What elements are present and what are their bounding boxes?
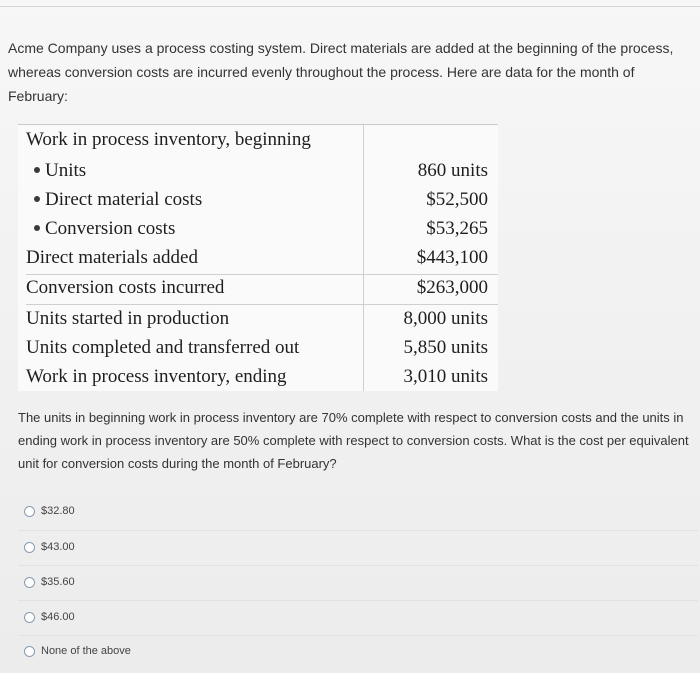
problem-intro: Acme Company uses a process costing system. Direct materials are added at the beginning of the process, whereas conversion costs are incurred evenly throughout the process. Here are data for the month of February: [8,40,674,104]
answer-option-4[interactable] [24,606,75,628]
radio-icon[interactable] [24,577,35,588]
option-label[interactable]: None of the above [41,645,131,657]
table-row [18,335,498,364]
table-row [18,364,498,393]
option-divider [18,600,698,601]
table-row [18,216,498,245]
row-label: Work in process inventory, ending [26,366,287,387]
data-table [18,124,498,391]
answer-option-5[interactable] [24,640,131,662]
table-row [18,245,498,274]
row-label: Direct material costs [45,189,203,210]
row-value: $52,500 [426,189,488,210]
row-label: Units completed and transferred out [26,337,300,358]
row-label: Conversion costs incurred [26,277,225,298]
row-label: Units started in production [26,308,230,329]
row-value: 860 units [417,160,488,181]
table-row [18,187,498,216]
option-label[interactable]: $46.00 [41,611,75,623]
radio-icon[interactable] [24,542,35,553]
table-row [18,306,498,335]
row-label: Conversion costs [45,218,176,239]
option-divider [18,565,698,566]
question-text: The units in beginning work in process inventory are 70% complete with respect to conversion costs and the units in ending work in process inventory are 50% complete with respect to conversion costs. What is the cost per equivalent unit for conversion costs during the month of February? [18,410,689,471]
radio-icon[interactable] [24,506,35,517]
bullet-icon [34,167,40,173]
radio-icon[interactable] [24,646,35,657]
row-value: $443,100 [416,247,488,268]
top-divider [0,6,700,7]
option-label[interactable]: $35.60 [41,576,75,588]
bullet-icon [34,196,40,202]
row-divider [26,304,498,305]
row-value: 5,850 units [403,337,488,358]
option-label[interactable]: $32.80 [41,505,75,517]
option-divider [18,530,698,531]
row-value: $53,265 [426,218,488,239]
option-divider [18,635,698,636]
row-label: Units [45,160,87,181]
radio-icon[interactable] [24,612,35,623]
row-value: 3,010 units [403,366,488,387]
row-value: 8,000 units [403,308,488,329]
answer-option-3[interactable] [24,571,75,593]
row-label: Work in process inventory, beginning [26,129,311,150]
table-row [18,158,498,187]
bullet-icon [34,225,40,231]
answer-option-1[interactable] [24,500,75,522]
answer-option-2[interactable] [24,536,75,558]
row-label: Direct materials added [26,247,198,268]
option-label[interactable]: $43.00 [41,541,75,553]
row-value: $263,000 [416,277,488,298]
table-row [18,275,498,304]
table-row [18,127,498,156]
